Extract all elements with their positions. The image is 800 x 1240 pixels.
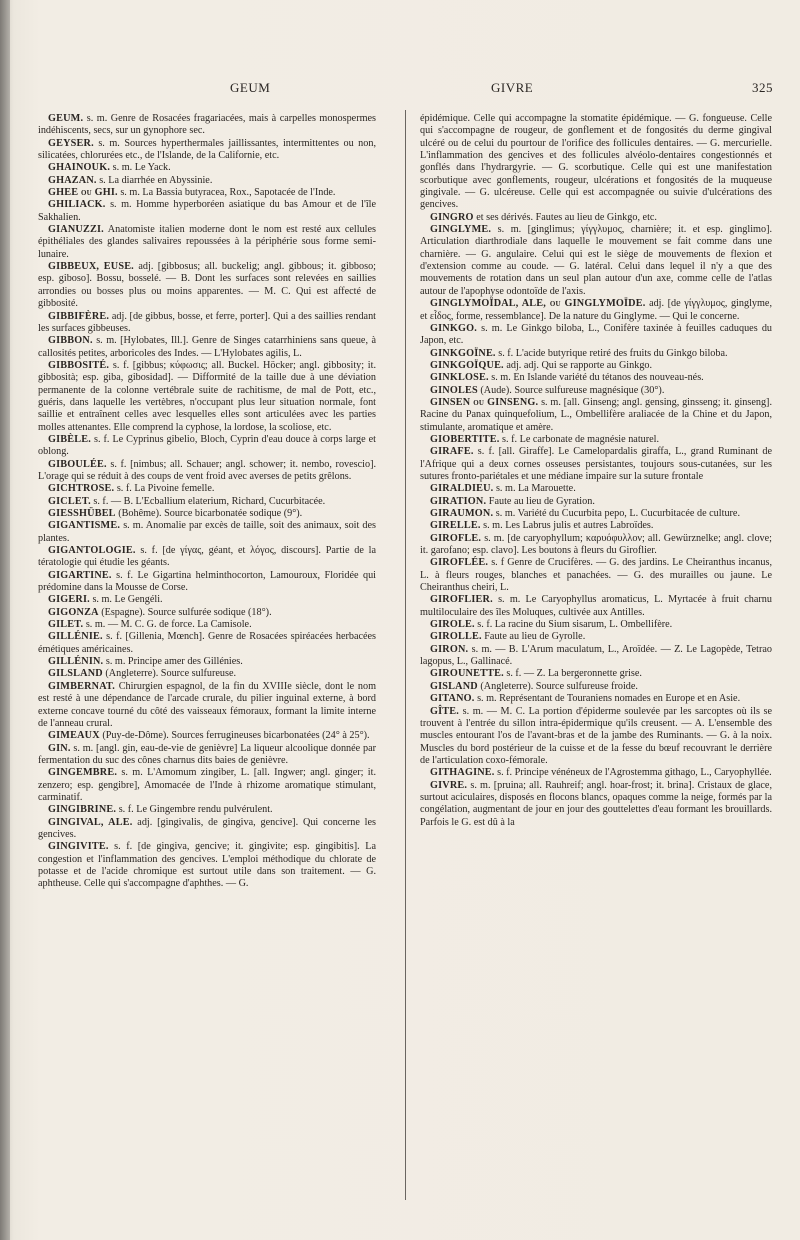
dictionary-entry bbox=[38, 841, 376, 890]
entry-headword: GIROFLIER. bbox=[430, 594, 493, 606]
entry-headword: GIBBIFÈRE. bbox=[48, 310, 110, 322]
entry-definition: s. m. [de caryophyllum; καρυόφυλλον; all. Gewürznelke; angl. clove; it. garofano; esp. clavo]. Les boutons à fleurs du Giroflier. bbox=[420, 532, 772, 557]
entry-definition: (Bohême). Source bicarbonatée sodique (9°). bbox=[118, 508, 303, 519]
entry-headword: GILSLAND bbox=[48, 668, 103, 680]
header-first-word: GEUM bbox=[230, 80, 271, 95]
entry-headword: GIGANTOLOGIE. bbox=[48, 545, 136, 557]
dictionary-entry bbox=[420, 446, 772, 483]
dictionary-entry bbox=[38, 520, 376, 545]
entry-definition: s. m. Le Yack. bbox=[112, 162, 171, 174]
entry-definition: s. f. La Pivoine femelle. bbox=[116, 483, 215, 495]
entry-definition: (Puy-de-Dôme). Sources ferrugineuses bicarbonatées (24° à 25°). bbox=[102, 730, 370, 742]
dictionary-entry bbox=[38, 261, 376, 310]
dictionary-entry bbox=[420, 693, 772, 705]
entry-definition: s. f. Principe vénéneux de l'Agrostemma githago, L., Caryophyllée. bbox=[497, 767, 772, 779]
entry-definition: s. m. Représentant de Touraniens nomades en Europe et en Asie. bbox=[477, 693, 741, 705]
dictionary-entry bbox=[420, 520, 772, 532]
entry-definition: s. m. [pruina; all. Rauhreif; angl. hoar-frost; it. brina]. Cristaux de glace, surtout aciculaires, disposés en flocons blancs, opaques comme la neige, formés par la congélation, augmentant de jour en jour des gouttelettes d'eau formant les brouillards. Parfois le G. est dû à la bbox=[420, 779, 773, 828]
dictionary-entry bbox=[420, 508, 772, 520]
dictionary-entry bbox=[38, 570, 376, 595]
dictionary-entry bbox=[420, 557, 772, 594]
entry-headword: GINKGOÏNE. bbox=[430, 347, 496, 359]
dictionary-entry bbox=[420, 706, 772, 768]
dictionary-entry bbox=[38, 199, 376, 224]
entry-headword: GIRATION. bbox=[430, 495, 487, 507]
entry-definition: (Angleterre). Source sulfureuse froide. bbox=[480, 680, 638, 692]
dictionary-entry bbox=[420, 619, 772, 631]
entry-definition: s. f. Le Gingembre rendu pulvérulent. bbox=[118, 804, 273, 816]
entry-headword: GINGLYMOÏDAL, ALE, ou GINGLYMOÏDE. bbox=[430, 298, 646, 310]
dictionary-entry bbox=[38, 483, 376, 495]
dictionary-entry bbox=[38, 804, 376, 816]
entry-headword: GIRELLE. bbox=[430, 520, 481, 532]
dictionary-entry bbox=[38, 175, 376, 187]
entry-headword: GINGIVITE. bbox=[48, 841, 109, 853]
entry-definition: s. f. Le Cyprinus gibelio, Bloch, Cyprin d'eau douce à corps large et oblong. bbox=[38, 433, 376, 458]
entry-definition: (Aude). Source sulfureuse magnésique (30°). bbox=[480, 384, 665, 396]
entry-definition: adj. [de gibbus, bosse, et ferre, porter]. Qui a des saillies rendant les surfaces gibbeuses. bbox=[38, 310, 377, 334]
entry-headword: GIRAUMON. bbox=[430, 508, 494, 519]
entry-definition: s. f. [de γίγας, géant, et λόγος, discours]. Partie de la tératologie qui étudie les géants. bbox=[38, 545, 377, 569]
entry-definition: s. f. Le carbonate de magnésie naturel. bbox=[502, 433, 660, 445]
dictionary-entry bbox=[38, 817, 376, 842]
entry-headword: GIGONZA bbox=[48, 606, 99, 618]
dictionary-entry bbox=[420, 298, 772, 323]
entry-headword: GINGEMBRE. bbox=[48, 767, 118, 779]
entry-headword: GIROLE. bbox=[430, 619, 475, 631]
dictionary-entry bbox=[38, 631, 376, 656]
dictionary-entry bbox=[38, 619, 376, 631]
entry-definition: adj. [de γίγγλυμος, ginglyme, et εἶδος, forme, ressemblance]. De la nature du Ginglyme. — Qui le concerne. bbox=[420, 298, 772, 322]
entry-definition: et ses dérivés. Fautes au lieu de Ginkgo, etc. bbox=[476, 211, 657, 223]
running-header bbox=[38, 80, 773, 100]
dictionary-entry bbox=[420, 212, 772, 224]
dictionary-entry bbox=[420, 644, 772, 669]
entry-headword: GILLÉNIE. bbox=[48, 631, 103, 643]
entry-headword: GHILIACK. bbox=[48, 199, 106, 211]
entry-definition: adj. adj. Qui se rapporte au Ginkgo. bbox=[506, 359, 653, 371]
entry-definition: s. f. — Z. La bergeronnette grise. bbox=[506, 668, 642, 680]
entry-definition: épidémique. Celle qui accompagne la stomatite épidémique. — G. fongueuse. Celle qui s'accompagne de rougeur, de gonflement et de fongosités du derme gingival ulcéré ou de celui du pourtour de l'orifice des follicules dentaires. — G. mercurielle. L'inflammation des gencives et des follicules alvéolo-dentaires congestionnés et gonflés dans l'hydrargyrie. — G. scorbutique. Celle qui est une manifestation scorbutique avec gonflements, rougeur, ulcérations et fongosités de la muqueuse gingivale. — G. ulcéreuse. Celle qui est accompagnée ou suivie d'ulcérations des gencives. bbox=[420, 113, 772, 211]
entry-definition: s. f. [de gingiva, gencive; it. gingivite; esp. gingibitis]. La congestion et l'inflammation des gencives. L'emploi méthodique du chlorate de potasse et de l'acide chromique est surtout utile dans son traitement. — G. aphtheuse. Celle qui s'accompagne d'aphthes. — G. bbox=[38, 841, 376, 890]
entry-definition: Chirurgien espagnol, de la fin du XVIIIe siècle, dont le nom est resté à une dépendance de l'arcade crurale, du pilier inguinal externe, à bord externe concave tourné du côté des vaisseaux fémoraux, formant la limite interne de l'anneau crural. bbox=[38, 680, 376, 729]
dictionary-entry bbox=[38, 681, 376, 730]
entry-headword: GIBOULÉE. bbox=[48, 458, 107, 470]
entry-definition: s. m. La Marouette. bbox=[495, 483, 576, 495]
entry-definition: s. m. La Bassia butyracea, Rox., Sapotacée de l'Inde. bbox=[120, 187, 336, 199]
dictionary-entry bbox=[38, 335, 376, 360]
entry-definition: s. m. [Hylobates, Ill.]. Genre de Singes catarrhiniens sans queue, à callosités petites, arboricoles des Indes. — L'Hylobates agilis, L. bbox=[38, 335, 376, 359]
entry-headword: GICHTROSE. bbox=[48, 483, 115, 495]
entry-definition: s. m. Le Ginkgo biloba, L., Conifère taxinée à feuilles caduques du Japon, etc. bbox=[420, 322, 773, 347]
dictionary-entry bbox=[420, 323, 772, 348]
dictionary-entry bbox=[420, 113, 772, 212]
entry-headword: GINGRO bbox=[430, 211, 474, 223]
dictionary-entry bbox=[38, 113, 376, 138]
dictionary-entry bbox=[38, 459, 376, 484]
entry-headword: GITHAGINE. bbox=[430, 767, 495, 779]
dictionary-entry bbox=[38, 187, 376, 199]
entry-definition: Faute au lieu de Gyration. bbox=[488, 495, 595, 507]
entry-definition: s. f. Le Gigartina helminthocorton, Lamouroux, Floridée qui prédomine dans la Mousse de Corse. bbox=[38, 569, 376, 594]
entry-definition: s. m. Genre de Rosacées fragariacées, mais à carpelles monospermes indéhiscents, secs, sur un gynophore sec. bbox=[38, 113, 377, 137]
entry-definition: (Angleterre). Source sulfureuse. bbox=[105, 668, 237, 680]
entry-headword: GINGIVAL, ALE. bbox=[48, 816, 133, 828]
entry-definition: s. m. Variété du Cucurbita pepo, L. Cucurbitacée de culture. bbox=[495, 508, 740, 519]
dictionary-entry bbox=[38, 360, 376, 434]
entry-headword: GIGARTINE. bbox=[48, 569, 112, 581]
dictionary-entry bbox=[38, 594, 376, 606]
dictionary-entry bbox=[420, 767, 772, 779]
entry-definition: s. m. Principe amer des Gillénies. bbox=[105, 656, 243, 668]
entry-headword: GINOLES bbox=[430, 384, 478, 396]
entry-definition: s. f Genre de Crucifères. — G. des jardins. Le Cheiranthus incanus, L. à fleurs rouges, blanches et panachées. — G. des murailles ou jaune. Le Cheiranthus cheiri, L. bbox=[420, 557, 773, 594]
entry-headword: GINSEN ou GINSENG. bbox=[430, 396, 539, 408]
left-column bbox=[38, 113, 376, 891]
dictionary-entry bbox=[38, 138, 376, 163]
entry-headword: GIBÈLE. bbox=[48, 433, 92, 445]
dictionary-entry bbox=[38, 668, 376, 680]
entry-definition: s. f. [nimbus; all. Schauer; angl. schower; it. nembo, rovescio]. L'orage qui se réduit à des coups de vent froid avec averses de petits grêlons. bbox=[38, 458, 377, 482]
entry-headword: GIMBERNAT. bbox=[48, 680, 115, 692]
entry-definition: adj. [gibbosus; all. buckelig; angl. gibbous; it. gibboso; esp. giboso]. Bossu, bosselé. — B. Dont les surfaces sont relevées en saillies arrondies ou bosses plus ou moins apparentes. — M. C. Qui est affecté de gibbosité. bbox=[38, 261, 376, 310]
entry-definition: s. m. [ginglimus; γίγγλυμος, charnière; it. et esp. ginglimo]. Articulation diarthrodiale dans laquelle le mouvement se fait comme dans une charnière. — G. angulaire. Celui qui est le siège de mouvements de flexion et d'extension comme au coude. — G. latéral. Celui dans lequel il n'y a que des mouvements de rotation dans un seul plan autour d'un axe, comme celle de l'atlas autour de l'apophyse odontoïde de l'axis. bbox=[420, 224, 773, 297]
dictionary-entry bbox=[38, 162, 376, 174]
entry-headword: GIBBOSITÉ. bbox=[48, 359, 110, 371]
dictionary-entry bbox=[38, 311, 376, 336]
entry-headword: GINGLYME. bbox=[430, 224, 492, 236]
entry-definition: Anatomiste italien moderne dont le nom est resté aux cellules épithéliales des glandes salivaires repoussées à la périphérie sous forme semi-lunaire. bbox=[38, 224, 377, 260]
entry-headword: GHAINOUK. bbox=[48, 162, 111, 174]
entry-headword: GIGANTISME. bbox=[48, 520, 121, 532]
dictionary-entry bbox=[38, 656, 376, 668]
entry-definition: s. m. — B. L'Arum maculatum, L., Aroïdée. — Z. Le Lagopède, Tetrao lagopus, L., Gallinacé. bbox=[420, 643, 773, 668]
entry-definition: s. La diarrhée en Abyssinie. bbox=[99, 174, 213, 186]
header-last-word: GIVRE bbox=[491, 80, 534, 95]
entry-headword: GINKGO. bbox=[430, 322, 477, 334]
entry-headword: GIROFLÉE. bbox=[430, 557, 489, 569]
dictionary-entry bbox=[420, 533, 772, 558]
entry-headword: GIROUNETTE. bbox=[430, 668, 504, 680]
entry-headword: GINKLOSE. bbox=[430, 372, 489, 384]
right-column bbox=[420, 113, 772, 829]
entry-headword: GEYSER. bbox=[48, 137, 94, 149]
entry-definition: s. m. Homme hyperboréen asiatique du bas Amour et de l'île Sakhalien. bbox=[38, 199, 376, 223]
entry-headword: GIESSHÜBEL bbox=[48, 508, 116, 519]
dictionary-entry bbox=[420, 434, 772, 446]
dictionary-entry bbox=[38, 496, 376, 508]
dictionary-entry bbox=[420, 496, 772, 508]
dictionary-entry bbox=[38, 743, 376, 768]
dictionary-entry bbox=[38, 224, 376, 261]
dictionary-entry bbox=[38, 434, 376, 459]
entry-definition: s. m. En Islande variété du tétanos des nouveau-nés. bbox=[491, 372, 704, 384]
entry-headword: GIRALDIEU. bbox=[430, 483, 494, 495]
entry-headword: GISLAND bbox=[430, 680, 478, 692]
entry-headword: GÎTE. bbox=[430, 705, 460, 717]
entry-headword: GEUM. bbox=[48, 113, 84, 124]
dictionary-entry bbox=[420, 372, 772, 384]
entry-definition: s. m. [all. Ginseng; angl. gensing, ginsseng; it. ginseng]. Racine du Panax quinquefolium, L., Ombellifère araliacée de la Chine et du Japon, stimulante, aromatique et amère. bbox=[420, 396, 772, 433]
entry-definition: adj. [gingivalis, de gingiva, gencive]. Qui concerne les gencives. bbox=[38, 816, 377, 840]
dictionary-entry bbox=[420, 681, 772, 693]
dictionary-entry bbox=[420, 224, 772, 298]
entry-headword: GIANUZZI. bbox=[48, 224, 104, 236]
entry-headword: GIRON. bbox=[430, 643, 469, 655]
dictionary-entry bbox=[420, 780, 772, 829]
entry-headword: GIMEAUX bbox=[48, 730, 100, 742]
entry-definition: s. m. L'Amomum zingiber, L. [all. Ingwer; angl. ginger; it. zenzero; esp. gengibre], Amomacée de l'Inde à rhizome aromatique stimulant, carminatif. bbox=[38, 767, 377, 803]
entry-headword: GIBBON. bbox=[48, 335, 93, 347]
dictionary-entry bbox=[38, 607, 376, 619]
dictionary-entry bbox=[420, 397, 772, 434]
entry-headword: GHAZAN. bbox=[48, 174, 97, 186]
dictionary-entry bbox=[420, 668, 772, 680]
entry-definition: (Espagne). Source sulfurée sodique (18°). bbox=[101, 606, 272, 618]
dictionary-entry bbox=[420, 631, 772, 643]
entry-definition: s. f. L'acide butyrique retiré des fruits du Ginkgo biloba. bbox=[498, 347, 728, 359]
dictionary-entry bbox=[420, 594, 772, 619]
entry-definition: s. m. Le Caryophyllus aromaticus, L. Myrtacée à fruit charnu multiloculaire des îles Moluques, cultivée aux Antilles. bbox=[420, 594, 772, 618]
entry-headword: GIN. bbox=[48, 742, 71, 754]
entry-definition: s. m. Les Labrus julis et autres Labroïdes. bbox=[483, 520, 654, 532]
entry-headword: GIROLLE. bbox=[430, 631, 482, 643]
dictionary-entry bbox=[38, 508, 376, 520]
entry-headword: GIGERI. bbox=[48, 594, 90, 606]
entry-headword: GIOBERTITE. bbox=[430, 433, 500, 445]
column-divider bbox=[405, 110, 406, 1200]
entry-headword: GICLET. bbox=[48, 495, 91, 507]
entry-headword: GIBBEUX, EUSE. bbox=[48, 261, 134, 273]
entry-headword: GIROFLE. bbox=[430, 532, 482, 544]
page-number: 325 bbox=[752, 80, 773, 95]
dictionary-entry bbox=[420, 348, 772, 360]
entry-definition: s. f. [gibbus; κύφωσις; all. Buckel. Höcker; angl. gibbosity; it. gibbosità; esp. giba, gibosidad]. — Difformité de la taille due à une déviation permanente de la colonne vertébrale suite de rachitisme, de mal de Pott, etc., guéris, dans laquelle les vertèbres, n'occupant plus leur situation normale, font saillie et entraînent celles avec lesquelles elles sont articulées avec les parties molles attenantes. Elle comprend la cyphose, la lordose, la scoliose, etc. bbox=[38, 359, 376, 433]
entry-headword: GINKGOÏQUE. bbox=[430, 359, 504, 371]
entry-definition: s. m. Sources hyperthermales jaillissantes, intermittentes ou non, silicatées, chlorurées etc., de l'Islande, de la Californie, etc. bbox=[38, 137, 376, 162]
entry-headword: GINGIBRINE. bbox=[48, 804, 117, 816]
entry-definition: s. f. [all. Giraffe]. Le Camelopardalis giraffa, L., grand Ruminant de l'Afrique qui a deux cornes osseuses persistantes, toujours sous-cutanées, sur les sutures fronto-pariétales et une médiane impaire sur la suture frontale bbox=[420, 446, 772, 482]
entry-definition: Faute au lieu de Gyrolle. bbox=[484, 631, 586, 643]
entry-definition: s. m. [angl. gin, eau-de-vie de genièvre] La liqueur alcoolique donnée par fermentation du suc des cônes charnus dits baies de genièvre. bbox=[38, 742, 377, 766]
entry-definition: s. m. Anomalie par excès de taille, soit des animaux, soit des plantes. bbox=[38, 520, 376, 544]
entry-headword: GHEE ou GHI. bbox=[48, 187, 118, 199]
dictionary-entry bbox=[420, 483, 772, 495]
dictionary-entry bbox=[38, 545, 376, 570]
entry-definition: s. f. [Gillenia, Mœnch]. Genre de Rosacées spiréacées herbacées émétiques américaines. bbox=[38, 631, 377, 655]
entry-definition: s. m. — M. C. G. de force. La Camisole. bbox=[85, 619, 252, 631]
entry-headword: GITANO. bbox=[430, 693, 475, 705]
entry-definition: s. m. — M. C. La portion d'épiderme soulevée par les sarcoptes où ils se trouvent à l'entrée du sillon intra-épidermique qu'ils creusent. — A. L'ensemble des muscles entourant l'os de l'avant-bras et de la jambe des Ruminants. — G. à la noix. Muscles du bord postérieur de la cuisse et de la fesse du bœuf recouvrant le derrière de l'articulation coxo-fémorale. bbox=[420, 705, 772, 766]
dictionary-entry bbox=[38, 767, 376, 804]
dictionary-entry bbox=[420, 385, 772, 397]
entry-headword: GILET. bbox=[48, 619, 84, 631]
dictionary-entry bbox=[38, 730, 376, 742]
entry-definition: s. f. — B. L'Ecballium elaterium, Richard, Cucurbitacée. bbox=[93, 495, 326, 507]
entry-headword: GILLÉNIN. bbox=[48, 656, 104, 668]
entry-definition: s. m. Le Gengéli. bbox=[92, 594, 163, 606]
entry-headword: GIVRE. bbox=[430, 779, 468, 791]
page-binding-edge bbox=[0, 0, 10, 1240]
entry-headword: GIRAFE. bbox=[430, 446, 474, 458]
dictionary-entry bbox=[420, 360, 772, 372]
entry-definition: s. f. La racine du Sium sisarum, L. Ombellifère. bbox=[477, 619, 673, 631]
